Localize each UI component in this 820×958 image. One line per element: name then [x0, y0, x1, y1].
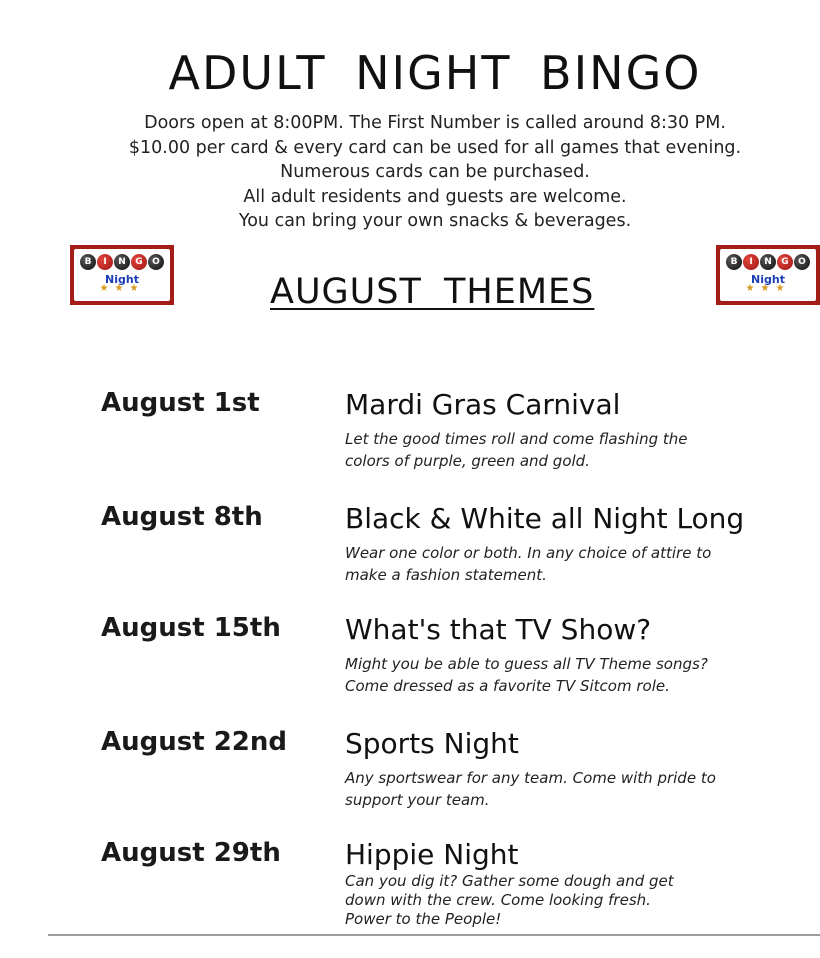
- bingo-night-logo-left: [70, 245, 174, 305]
- bingo-ball-n: N: [760, 254, 776, 270]
- bingo-ball-g: G: [131, 254, 147, 270]
- theme-description: Wear one color or both. In any choice of attire to make a fashion statement.: [345, 544, 712, 584]
- theme-name: Mardi Gras Carnival: [345, 388, 621, 421]
- bingo-ball-n: N: [114, 254, 130, 270]
- info-line-doors: Doors open at 8:00PM. The First Number is called around 8:30 PM.: [144, 113, 726, 133]
- theme-description: Might you be able to guess all TV Theme songs? Come dressed as a favorite TV Sitcom role.: [345, 655, 708, 695]
- info-line-guests: All adult residents and guests are welcome.: [243, 186, 627, 207]
- star-icon: ★★★: [745, 283, 791, 294]
- theme-name: Sports Night: [345, 727, 519, 760]
- event-info: [0, 111, 820, 234]
- section-heading: AUGUST THEMES: [270, 272, 595, 312]
- theme-date: August 29th: [101, 838, 281, 868]
- logo-night-label: Night: [751, 273, 785, 286]
- info-line-price: $10.00 per card & every card can be used for all games that evening.: [128, 137, 742, 158]
- bingo-ball-b: B: [726, 254, 742, 270]
- bingo-ball-o: O: [794, 254, 810, 270]
- bingo-night-logo-right: [716, 245, 820, 305]
- bingo-ball-i: I: [743, 254, 759, 270]
- theme-date: August 15th: [101, 613, 281, 643]
- info-line-snacks: You can bring your own snacks & beverages.: [238, 211, 632, 231]
- logo-night-label: Night: [105, 273, 139, 286]
- bingo-ball-g: G: [777, 254, 793, 270]
- star-icon: ★★★: [99, 283, 145, 294]
- theme-name: Black & White all Night Long: [345, 502, 745, 535]
- page-divider: [48, 934, 820, 936]
- theme-date: August 22nd: [101, 727, 288, 757]
- theme-description: Any sportswear for any team. Come with pride to support your team.: [345, 769, 716, 809]
- bingo-ball-o: O: [148, 254, 164, 270]
- theme-date: August 1st: [101, 388, 260, 418]
- bingo-ball-i: I: [97, 254, 113, 270]
- theme-name: What's that TV Show?: [345, 613, 652, 646]
- bingo-ball-b: B: [80, 254, 96, 270]
- theme-description: Let the good times roll and come flashing the colors of purple, green and gold.: [345, 430, 688, 470]
- theme-description: Can you dig it? Gather some dough and get down with the crew. Come looking fresh. Power to the People!: [345, 872, 674, 928]
- theme-name: Hippie Night: [345, 838, 519, 871]
- info-line-cards: Numerous cards can be purchased.: [280, 162, 590, 182]
- theme-date: August 8th: [101, 502, 263, 532]
- page-title: ADULT NIGHT BINGO: [168, 46, 702, 100]
